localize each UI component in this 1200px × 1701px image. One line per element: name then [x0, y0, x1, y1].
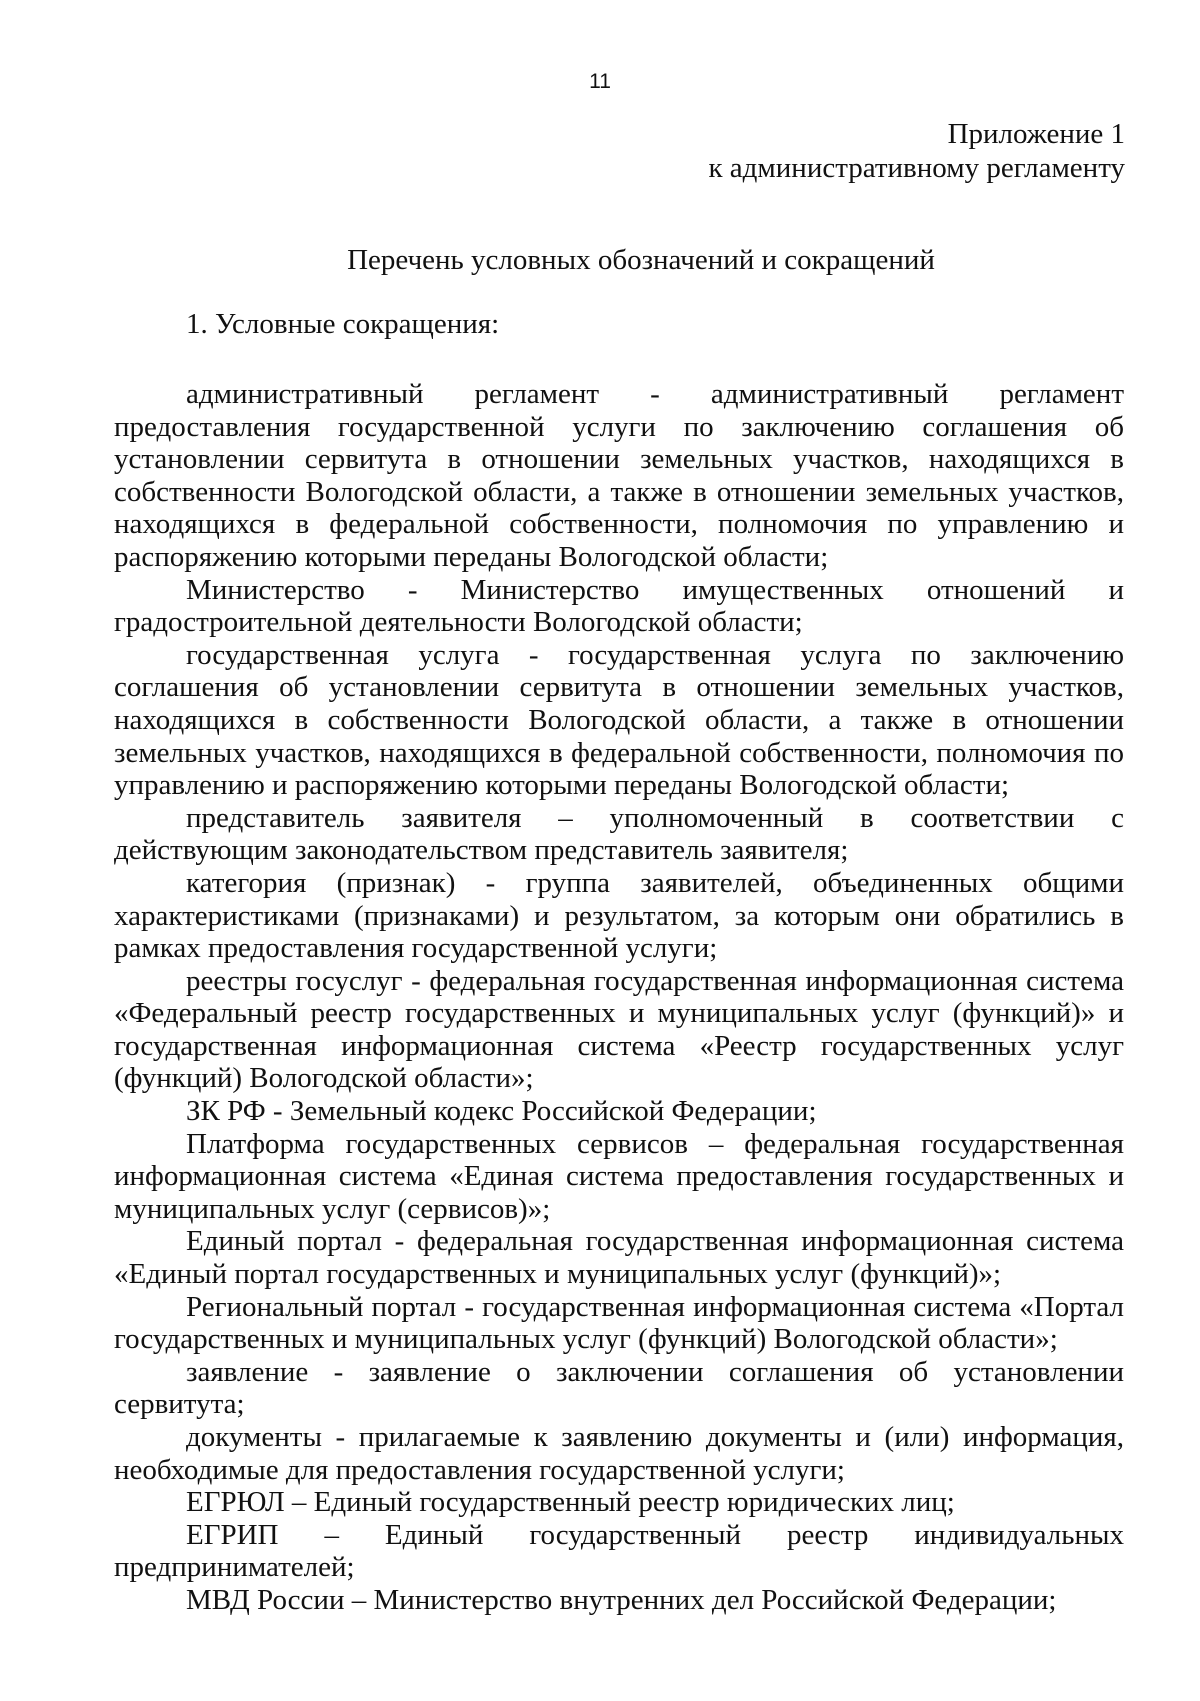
definition-item: представитель заявителя – уполномоченный в соответствии с действующим законодательством представитель заявителя; [114, 801, 1124, 867]
definition-item: документы - прилагаемые к заявлению документы и (или) информация, необходимые для предоставления государственной услуги; [114, 1421, 1124, 1486]
appendix-header [708, 117, 1125, 185]
definition-item: Единый портал - федеральная государственная информационная система «Единый портал государственных и муниципальных услуг (функций)»; [114, 1225, 1124, 1291]
definition-item: Платформа государственных сервисов – федеральная государственная информационная система «Единая система предоставления государственных и муниципальных услуг (сервисов)»; [114, 1127, 1124, 1225]
definitions-list [114, 378, 1124, 1617]
definition-item: ЕГРИП – Единый государственный реестр индивидуальных предпринимателей; [114, 1518, 1124, 1584]
page-number: 11 [589, 70, 611, 93]
definition-item: заявление - заявление о заключении соглашения об установлении сервитута; [114, 1355, 1124, 1421]
definition-item: Региональный портал - государственная информационная система «Портал государственных и муниципальных услуг (функций) Вологодской области»; [114, 1290, 1124, 1356]
definition-item: ЗК РФ - Земельный кодекс Российской Федерации; [186, 1095, 817, 1128]
definition-item: реестры госуслуг - федеральная государственная информационная система «Федеральный реестр государственных и муниципальных услуг (функций)» и государственная информационная система «Реестр государственных услуг (функций) Вологодской области»; [114, 964, 1124, 1095]
appendix-line: к административному регламенту [708, 152, 1125, 184]
definition-item: Министерство - Министерство имущественных отношений и градостроительной деятельности Вологодской области; [114, 573, 1124, 639]
definition-item: ЕГРЮЛ – Единый государственный реестр юридических лиц; [186, 1486, 955, 1519]
appendix-line: Приложение 1 [947, 118, 1125, 150]
definition-item: МВД России – Министерство внутренних дел Российской Федерации; [186, 1583, 1057, 1616]
definition-item: государственная услуга - государственная услуга по заключению соглашения об установлении сервитута в отношении земельных участков, находящихся в собственности Вологодской области, а также в отношении земельных участков, находящихся в федеральной собственности, полномочия по управлению и распоряжению которыми переданы Вологодской области; [114, 638, 1124, 802]
definition-item: категория (признак) - группа заявителей, объединенных общими характеристиками (признаками) и результатом, за которым они обратились в рамках предоставления государственной услуги; [114, 866, 1124, 965]
document-title: Перечень условных обозначений и сокращений [347, 244, 935, 276]
section-heading: 1. Условные сокращения: [186, 308, 500, 340]
definition-item: административный регламент - административный регламент предоставления государственной услуги по заключению соглашения об установлении сервитута в отношении земельных участков, находящихся в собственности Вологодской области, а также в отношении земельных участков, находящихся в федеральной собственности, полномочия по управлению и распоряжению которыми переданы Вологодской области; [114, 378, 1124, 573]
